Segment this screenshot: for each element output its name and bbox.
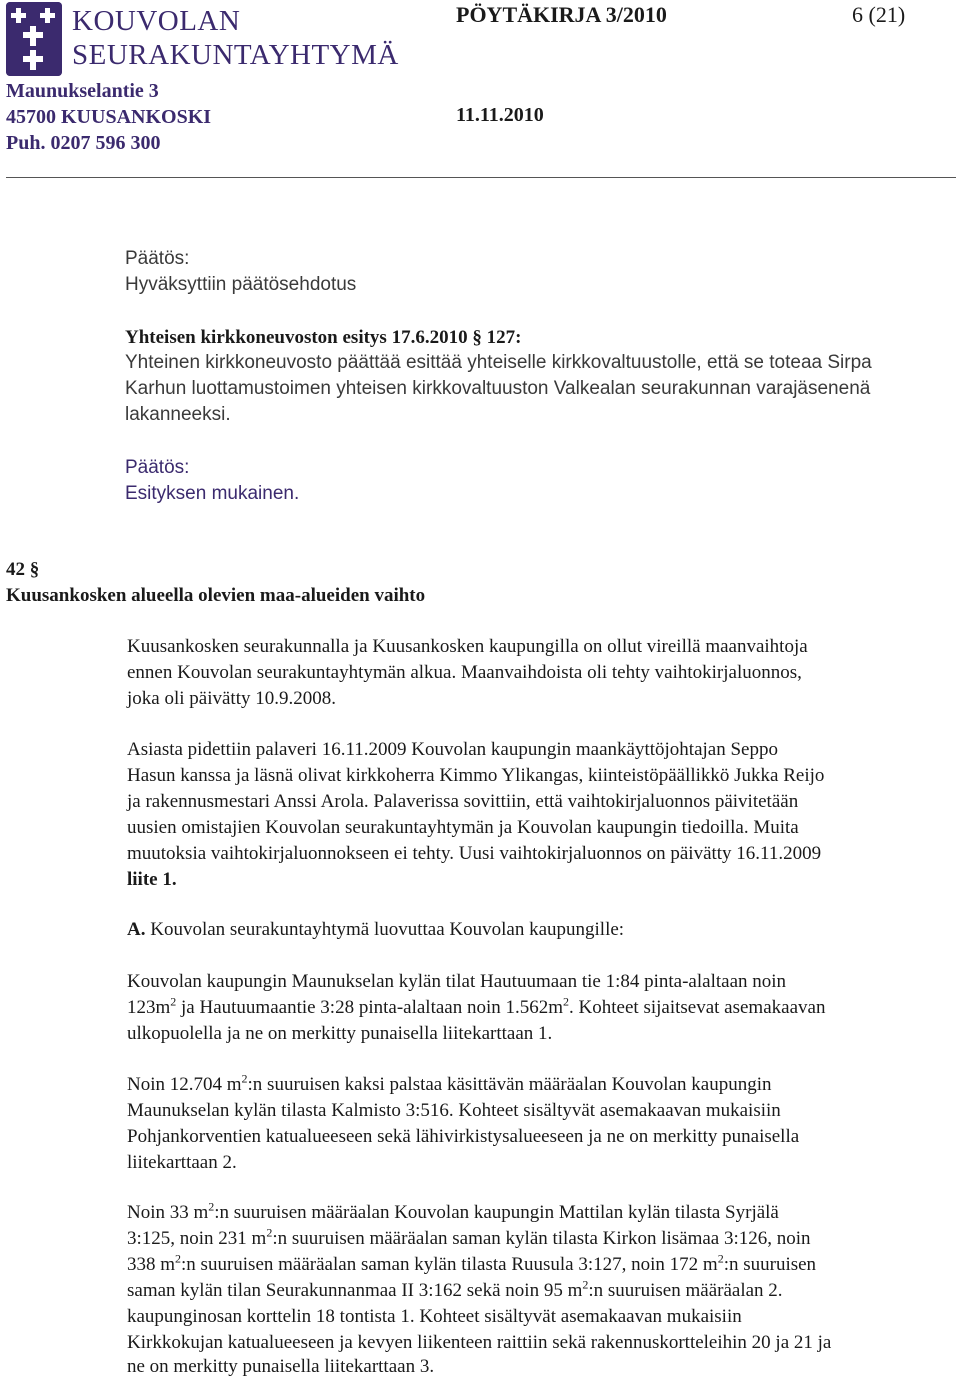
- text-span: 3:125, noin 231 m: [127, 1228, 267, 1249]
- text-span: . Kohteet sijaitsevat asemakaavan: [569, 997, 826, 1018]
- body-line: liitekarttaan 2.: [127, 1152, 237, 1173]
- body-line: Asiasta pidettiin palaveri 16.11.2009 Kouvolan kaupungin maankäyttöjohtajan Seppo: [127, 739, 778, 760]
- superscript: 2: [717, 1251, 724, 1266]
- body-line: ne on merkitty punaisella liitekarttaan 3.: [127, 1356, 435, 1377]
- superscript: 2: [563, 994, 570, 1009]
- proposal-line: lakanneeksi.: [125, 404, 231, 425]
- superscript: 2: [582, 1277, 589, 1292]
- meeting-date: 11.11.2010: [456, 104, 544, 126]
- body-line: Maunukselan kylän tilasta Kalmisto 3:516. Kohteet sisältyvät asemakaavan mukaisiin: [127, 1100, 781, 1121]
- text-span: :n suuruisen kaksi palstaa käsittävän määräalan Kouvolan kaupungin: [247, 1074, 772, 1095]
- body-line: muutoksia vaihtokirjaluonnokseen ei tehty. Uusi vaihtokirjaluonnos on päivätty 16.11.2009: [127, 843, 822, 864]
- decision-text: Esityksen mukainen.: [125, 483, 300, 504]
- text-span: saman kylän tilan Seurakunnanmaa II 3:162 sekä noin 95 m: [127, 1280, 583, 1301]
- proposal-line: Karhun luottamustoimen yhteisen kirkkovaltuuston Valkealan seurakunnan varajäsenenä: [125, 378, 871, 399]
- text-span: 338 m: [127, 1254, 176, 1275]
- body-line: [127, 995, 825, 1021]
- attachment-ref: liite 1.: [127, 869, 177, 890]
- body-line: Kirkkokujan katualueeseen ja kevyen liikenteen raittiin sekä rakennuskortteleihin 20 ja 21 ja: [127, 1332, 832, 1353]
- proposal-heading: Yhteisen kirkkoneuvoston esitys 17.6.2010 § 127:: [125, 327, 522, 348]
- header-divider: [6, 177, 956, 178]
- body-line: kaupunginosan korttelin 18 tontista 1. Kohteet sisältyvät asemakaavan mukaisiin: [127, 1306, 742, 1327]
- logo-line-2: SEURAKUNTAYHTYMÄ: [72, 39, 399, 71]
- cross-emblem-icon: [6, 2, 62, 76]
- body-line: Kouvolan kaupungin Maunukselan kylän tilat Hautuumaan tie 1:84 pinta-alaltaan noin: [127, 971, 787, 992]
- body-line: [127, 1252, 816, 1278]
- address-block: [6, 78, 211, 156]
- decision-text: Hyväksyttiin päätösehdotus: [125, 274, 357, 295]
- text-span: Noin 33 m: [127, 1202, 209, 1223]
- body-line: [127, 1200, 779, 1226]
- body-line: Hasun kanssa ja läsnä olivat kirkkoherra Kimmo Ylikangas, kiinteistöpäällikkö Jukka Reijo: [127, 765, 825, 786]
- superscript: 2: [208, 1199, 215, 1214]
- text-span: :n suuruisen määräalan 2.: [588, 1280, 783, 1301]
- page-number: 6 (21): [852, 2, 906, 27]
- text-span: :n suuruisen määräalan saman kylän tilasta Ruusula 3:127, noin 172 m: [181, 1254, 718, 1275]
- decision-label: Päätös:: [125, 248, 190, 269]
- part-a-heading: [127, 917, 624, 943]
- superscript: 2: [241, 1071, 248, 1086]
- superscript: 2: [175, 1251, 182, 1266]
- section-number: 42 §: [6, 559, 40, 580]
- proposal-line: Yhteinen kirkkoneuvosto päättää esittää yhteiselle kirkkovaltuustolle, että se toteaa Sirpa: [125, 352, 872, 373]
- text-span: :n suuruisen: [723, 1254, 817, 1275]
- text-span: Noin 12.704 m: [127, 1074, 242, 1095]
- text-span: 123m: [127, 997, 171, 1018]
- organization-logo: [6, 2, 426, 78]
- decision-label: Päätös:: [125, 457, 190, 478]
- logo-text: [72, 4, 399, 72]
- phone-number: Puh. 0207 596 300: [6, 132, 161, 154]
- address-city: 45700 KUUSANKOSKI: [6, 106, 212, 128]
- address-street: Maunukselantie 3: [6, 80, 159, 102]
- text-span: :n suuruisen määräalan Kouvolan kaupungin Mattilan kylän tilasta Syrjälä: [214, 1202, 779, 1223]
- superscript: 2: [170, 994, 177, 1009]
- body-line: uusien omistajien Kouvolan seurakuntayhtymän ja Kouvolan kaupungin tiedoilla. Muita: [127, 817, 799, 838]
- text-span: :n suuruisen määräalan saman kylän tilasta Kirkon lisämaa 3:126, noin: [272, 1228, 811, 1249]
- body-line: ja rakennusmestari Anssi Arola. Palaverissa sovittiin, että vaihtokirjaluonnos päivitetään: [127, 791, 799, 812]
- logo-line-1: KOUVOLAN: [72, 5, 241, 37]
- body-line: Kuusankosken seurakunnalla ja Kuusankosken kaupungilla on ollut vireillä maanvaihtoja: [127, 636, 808, 657]
- part-a-label: A.: [127, 919, 146, 940]
- body-line: ulkopuolella ja ne on merkitty punaisella liitekarttaan 1.: [127, 1023, 553, 1044]
- body-line: [127, 1072, 771, 1098]
- body-line: ennen Kouvolan seurakuntayhtymän alkua. Maanvaihdoista oli tehty vaihtokirjaluonnos,: [127, 662, 802, 683]
- document-title: PÖYTÄKIRJA 3/2010: [456, 2, 667, 27]
- body-line: Pohjankorventien katualueeseen sekä lähivirkistysalueeseen ja ne on merkitty punaisella: [127, 1126, 800, 1147]
- part-a-text: Kouvolan seurakuntayhtymä luovuttaa Kouvolan kaupungille:: [145, 919, 625, 940]
- superscript: 2: [266, 1225, 273, 1240]
- body-line: [127, 1278, 783, 1304]
- text-span: ja Hautuumaantie 3:28 pinta-alaltaan noin 1.562m: [176, 997, 564, 1018]
- body-line: [127, 1226, 811, 1252]
- body-line: joka oli päivätty 10.9.2008.: [127, 688, 336, 709]
- section-title: Kuusankosken alueella olevien maa-alueiden vaihto: [6, 585, 426, 606]
